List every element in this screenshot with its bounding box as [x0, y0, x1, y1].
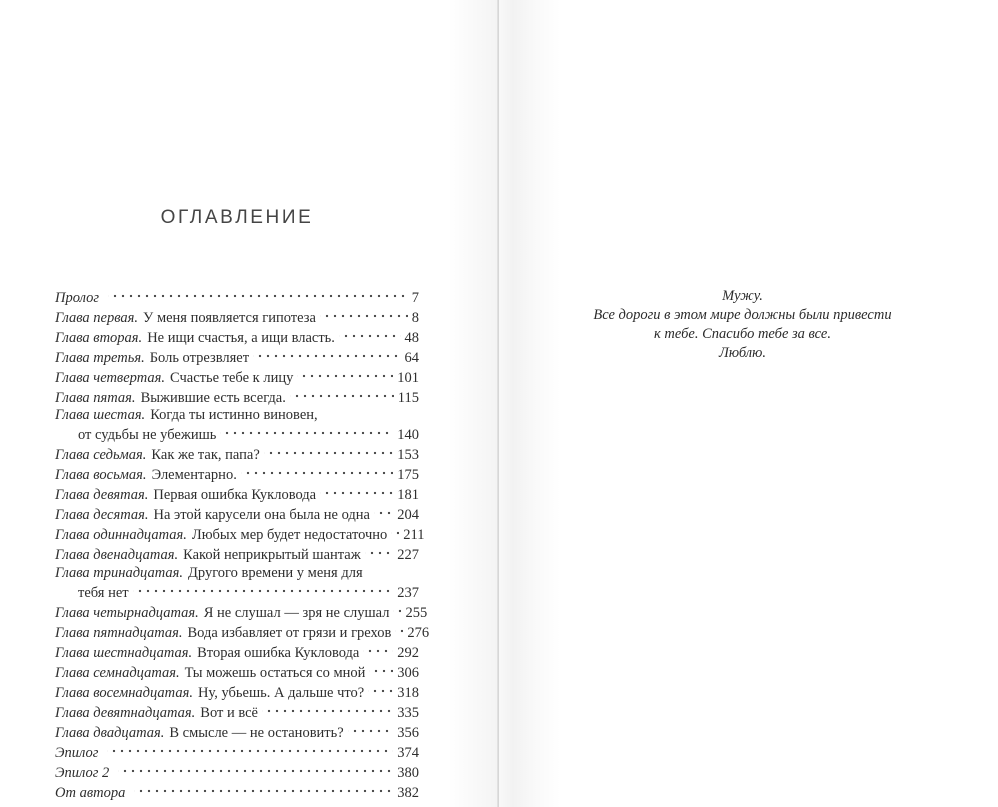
toc-entry	[55, 742, 419, 762]
toc-entry	[55, 287, 419, 307]
toc-dot-leader	[107, 742, 393, 757]
toc-entry-title: Вода избавляет от грязи и грехов	[187, 624, 392, 641]
toc-entry	[55, 565, 419, 583]
toc-entry-chapter: Глава пятая.	[55, 389, 136, 406]
toc-dot-leader	[297, 367, 393, 382]
toc-entry-page: 276	[407, 624, 430, 641]
toc-entry-title: Другого времени у меня для	[188, 564, 363, 581]
toc-dot-leader	[133, 582, 394, 597]
toc-entry-chapter: Глава девятнадцатая.	[55, 704, 196, 721]
toc-entry-page: 8	[411, 309, 419, 326]
toc-entry-title: Как же так, папа?	[151, 447, 260, 463]
toc-entry	[55, 702, 419, 722]
toc-entry-chapter: Глава семнадцатая.	[55, 664, 180, 681]
toc-entry-title: Не ищи счастья, а ищи власть.	[147, 329, 335, 346]
toc-entry-title: Элементарно.	[151, 467, 237, 483]
toc-entry	[55, 485, 419, 505]
toc-entry	[55, 642, 419, 662]
toc-entry-page: 382	[397, 784, 419, 801]
toc-dot-leader	[253, 347, 400, 362]
toc-entry	[55, 525, 425, 545]
toc-entry-chapter: Глава девятая.	[55, 487, 149, 503]
toc-entry	[55, 367, 419, 387]
toc-entry-page: 64	[404, 349, 419, 366]
toc-entry-chapter: Глава вторая.	[55, 329, 143, 346]
toc-entry-page: 292	[397, 644, 419, 661]
dedication-line: Мужу.	[722, 288, 763, 304]
toc-entry-page: 204	[397, 507, 419, 523]
toc-entry-title: Выжившие есть всегда.	[140, 389, 286, 406]
toc-entry-page: 140	[397, 427, 419, 443]
toc-title: ОГЛАВЛЕНИЕ	[160, 207, 314, 228]
toc-dot-leader	[134, 782, 393, 797]
toc-entry-title: Любых мер будет недостаточно	[191, 527, 388, 543]
toc-entry	[55, 347, 419, 367]
toc-entry-page: 356	[397, 724, 419, 741]
spine-shadow-left	[447, 0, 497, 807]
toc-entry-page: 101	[397, 369, 419, 386]
toc-entry-title: Когда ты истинно виновен,	[150, 407, 318, 423]
toc-entry-chapter: Эпилог 2	[55, 764, 110, 781]
toc-entry-page: 175	[397, 467, 419, 483]
toc-dot-leader	[241, 465, 393, 480]
toc-entry-page: 306	[397, 664, 419, 681]
toc-entry-page: 48	[404, 329, 419, 346]
toc-entry-title: тебя нет	[78, 584, 129, 601]
toc-entry-page: 237	[397, 584, 419, 601]
toc-entry-page: 115	[397, 389, 419, 406]
toc-entry-chapter: Глава двенадцатая.	[55, 547, 179, 563]
toc-entry	[55, 545, 419, 565]
toc-dot-leader	[290, 387, 394, 402]
toc-dot-leader	[220, 425, 393, 440]
dedication-line: к тебе. Спасибо тебе за все.	[654, 326, 831, 342]
toc-entry	[55, 682, 419, 702]
toc-entry-page: 7	[411, 289, 419, 306]
toc-entry	[55, 465, 419, 485]
toc-entry-page: 255	[405, 604, 428, 621]
toc-entry-chapter: Глава третья.	[55, 349, 145, 366]
toc-dot-leader	[320, 307, 408, 322]
toc-entry	[55, 602, 428, 622]
toc-entry-chapter: Глава одиннадцатая.	[55, 527, 187, 543]
toc-entry-title: В смысле — не остановить?	[169, 724, 344, 741]
toc-entry-chapter: Глава десятая.	[55, 507, 149, 523]
toc-entry-title: Вторая ошибка Кукловода	[197, 644, 360, 661]
toc-entry	[55, 387, 419, 407]
toc-entry	[55, 505, 419, 525]
toc-entry-page: 181	[397, 487, 419, 503]
toc-entry-page: 211	[403, 527, 425, 543]
toc-dot-leader	[348, 722, 394, 737]
toc-entry-chapter: Глава четвертая.	[55, 369, 165, 386]
toc-entry-title: Ну, убьешь. А дальше что?	[197, 684, 365, 701]
toc-entry	[55, 327, 419, 347]
toc-entry-chapter: Глава шестая.	[55, 407, 146, 423]
dedication	[501, 287, 984, 363]
toc-entry	[55, 407, 419, 425]
toc-entry	[55, 425, 419, 445]
toc-entry-chapter: Глава шестнадцатая.	[55, 644, 193, 661]
toc-dot-leader	[374, 505, 393, 520]
toc-entry-chapter: От автора	[55, 784, 126, 801]
toc-entry-chapter: Пролог	[55, 289, 100, 306]
toc-entry-title: На этой карусели она была не одна	[153, 507, 370, 523]
toc-entry-page: 227	[397, 547, 419, 563]
toc-entry-title: Счастье тебе к лицу	[169, 369, 294, 386]
toc-entry-page: 153	[397, 447, 419, 463]
toc-entry	[55, 662, 419, 682]
toc-dot-leader	[363, 642, 393, 657]
toc-entry	[55, 762, 419, 782]
toc-entry	[55, 445, 419, 465]
toc-entry-title: Боль отрезвляет	[149, 349, 250, 366]
toc-dot-leader	[391, 525, 399, 540]
toc-dot-leader	[108, 287, 408, 302]
toc-entry-chapter: Глава седьмая.	[55, 447, 147, 463]
toc-entry	[55, 582, 419, 602]
toc-entry	[55, 622, 430, 642]
toc-entry-chapter: Глава тринадцатая.	[55, 564, 183, 581]
toc-entry-chapter: Эпилог	[55, 744, 99, 761]
toc-entry-title: Первая ошибка Кукловода	[153, 487, 317, 503]
dedication-line: Все дороги в этом мире должны были привести	[593, 307, 892, 323]
toc-entry-page: 380	[397, 764, 419, 781]
toc-dot-leader	[118, 762, 393, 777]
toc-entry	[55, 782, 419, 802]
toc-entry	[55, 722, 419, 742]
toc-entry-chapter: Глава четырнадцатая.	[55, 604, 199, 621]
toc-entry-chapter: Глава двадцатая.	[55, 724, 165, 741]
toc-entry-title: Вот и всё	[200, 704, 258, 721]
toc-entry-page: 374	[397, 744, 419, 761]
toc-entry-title: Я не слушал — зря не слушал	[203, 604, 390, 621]
toc-entry-title: Какой неприкрытый шантаж	[183, 547, 361, 563]
toc-dot-leader	[339, 327, 401, 342]
toc-entry-chapter: Глава пятнадцатая.	[55, 624, 183, 641]
toc-entry-page: 335	[397, 704, 419, 721]
dedication-page	[501, 0, 998, 807]
toc-dot-leader	[395, 622, 403, 637]
toc-dot-leader	[368, 682, 393, 697]
toc-dot-leader	[365, 545, 394, 560]
toc-dot-leader	[262, 702, 393, 717]
toc-dot-leader	[320, 485, 393, 500]
toc-list	[55, 287, 430, 802]
toc-dot-leader	[264, 445, 393, 460]
toc-page	[0, 0, 497, 807]
toc-dot-leader	[369, 662, 393, 677]
toc-entry-title: от судьбы не убежишь	[78, 427, 217, 443]
toc-entry-chapter: Глава первая.	[55, 309, 139, 326]
toc-entry-title: У меня появляется гипотеза	[143, 309, 316, 326]
toc-entry-title: Ты можешь остаться со мной	[184, 664, 366, 681]
dedication-line: Люблю.	[719, 345, 766, 361]
toc-entry	[55, 307, 419, 327]
toc-dot-leader	[393, 602, 401, 617]
toc-entry-chapter: Глава восемнадцатая.	[55, 684, 193, 701]
toc-entry-chapter: Глава восьмая.	[55, 467, 147, 483]
toc-entry-page: 318	[397, 684, 419, 701]
